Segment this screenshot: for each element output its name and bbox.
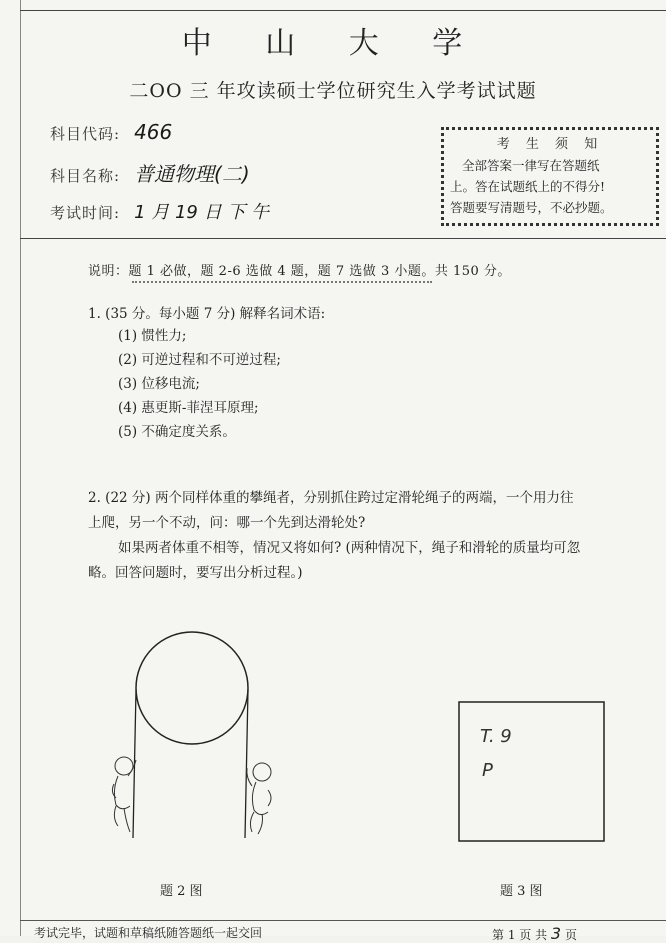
- pulley-figure: [112, 632, 271, 838]
- subject-code-label: 科目代码:: [50, 125, 121, 143]
- page-number: [492, 924, 577, 943]
- notice-title: 考 生 须 知: [496, 137, 604, 152]
- pulley-wheel: [136, 632, 248, 744]
- figure-3-box: [459, 702, 604, 841]
- instructions: 说明：题 1 必做，题 2-6 选做 4 题，题 7 选做 3 小题。共 150 分。: [88, 264, 511, 279]
- exam-time-value: 1 月 19 日 下 午: [134, 202, 270, 223]
- question-1-stem: 1. (35 分。每小题 7 分) 解释名词术语:: [88, 306, 326, 322]
- notice-line-3: 答题要写清题号，不必抄题。: [450, 200, 613, 215]
- question-1-item: (4) 惠更斯-菲涅耳原理;: [118, 400, 259, 416]
- figure-2-caption: 题 2 图: [160, 884, 203, 899]
- subject-code-value: 466: [134, 120, 173, 144]
- footer-divider: [20, 920, 666, 921]
- university-title: 中 山 大 学: [181, 26, 485, 61]
- notice-line-1: 全部答案一律写在答题纸: [462, 158, 600, 173]
- figure-3-caption: 题 3 图: [500, 884, 543, 899]
- climber-left-figure: [112, 757, 136, 832]
- figure-3-handwriting-1: T. 9: [480, 726, 512, 747]
- page-number-suffix: 页: [564, 928, 577, 942]
- page-total: 3: [550, 924, 562, 943]
- question-2-line: 2. (22 分) 两个同样体重的攀绳者，分别抓住跨过定滑轮绳子的两端，一个用力往: [88, 490, 574, 506]
- question-2-line: 略。回答问题时，要写出分析过程。): [88, 565, 303, 581]
- figure-3-handwriting-2: P: [482, 760, 493, 781]
- question-2-line: 上爬，另一个不动，问：哪一个先到达滑轮处?: [88, 515, 366, 531]
- subject-name-value: 普通物理(二): [134, 162, 250, 186]
- question-1-item: (5) 不确定度关系。: [118, 424, 236, 440]
- exam-title: 二OO 三 年攻读硕士学位研究生入学考试试题: [129, 80, 537, 102]
- notice-line-2: 上。答在试题纸上的不得分!: [450, 179, 606, 194]
- page-number-prefix: 第 1 页 共: [492, 928, 548, 942]
- subject-name-label: 科目名称:: [50, 167, 121, 185]
- question-1-item: (3) 位移电流;: [118, 376, 200, 392]
- question-1-item: (2) 可逆过程和不可逆过程;: [118, 352, 281, 368]
- question-2-line: 如果两者体重不相等，情况又将如何? (两种情况下，绳子和滑轮的质量均可忽: [118, 540, 581, 556]
- question-1-item: (1) 惯性力;: [118, 328, 187, 344]
- exam-time-label: 考试时间:: [50, 204, 121, 222]
- footer-note: 考试完毕，试题和草稿纸随答题纸一起交回: [34, 926, 263, 940]
- rope-right: [245, 690, 248, 838]
- climber-right-figure: [247, 763, 271, 834]
